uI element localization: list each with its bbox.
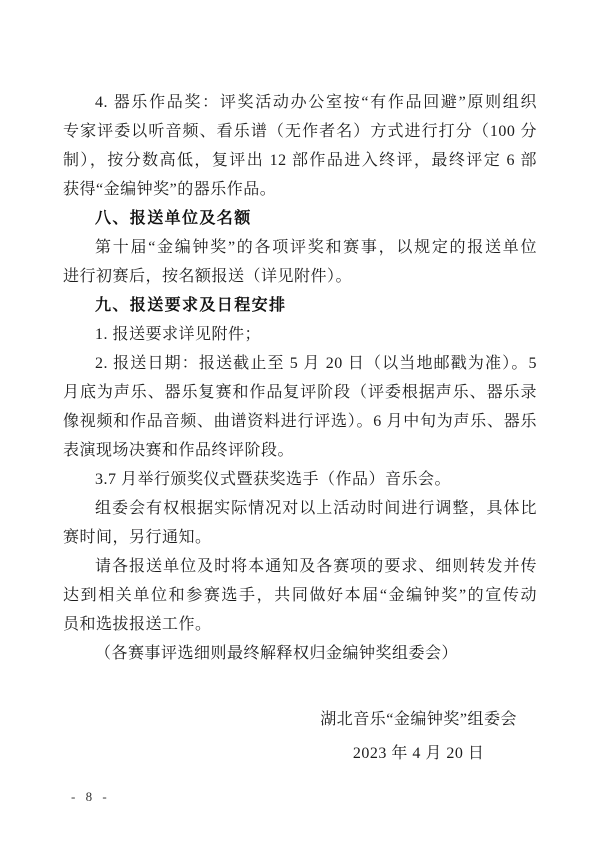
page-number: - 8 - — [71, 789, 110, 804]
paragraph-line: （各赛事评选细则最终解释权归金编钟奖组委会） — [95, 645, 459, 662]
signature-date: 2023 年 4 月 20 日 — [352, 745, 485, 762]
section-heading: 八、报送单位及名额 — [95, 210, 252, 227]
paragraph-line: 获得“金编钟奖”的器乐作品。 — [63, 181, 277, 198]
paragraph-line: 达到相关单位和参赛选手，共同做好本届“金编钟奖”的宣传动 — [63, 587, 537, 604]
signature-organization: 湖北音乐“金编钟奖”组委会 — [320, 711, 517, 728]
paragraph-line: 像视频和作品音频、曲谱资料进行评选）。6 月中旬为声乐、器乐 — [63, 413, 537, 430]
paragraph-line: 组委会有权根据实际情况对以上活动时间进行调整，具体比 — [95, 500, 537, 517]
paragraph-line: 3.7 月举行颁奖仪式暨获奖选手（作品）音乐会。 — [95, 471, 452, 488]
paragraph-line: 表演现场决赛和作品终评阶段。 — [63, 442, 295, 459]
paragraph-line: 月底为声乐、器乐复赛和作品复评阶段（评委根据声乐、器乐录 — [63, 384, 537, 401]
paragraph-line: 赛时间，另行通知。 — [63, 529, 212, 546]
section-heading: 九、报送要求及日程安排 — [95, 297, 287, 314]
paragraph-line: 专家评委以听音频、看乐谱（无作者名）方式进行打分（100 分 — [63, 123, 537, 140]
signature-block — [320, 703, 517, 771]
paragraph-line: 4. 器乐作品奖：评奖活动办公室按“有作品回避”原则组织 — [95, 94, 537, 111]
paragraph-line: 第十届“金编钟奖”的各项评奖和赛事，以规定的报送单位 — [95, 239, 537, 256]
paragraph-line: 员和选拔报送工作。 — [63, 616, 212, 633]
paragraph-line: 2. 报送日期：报送截止至 5 月 20 日（以当地邮戳为准）。5 — [95, 355, 537, 372]
paragraph-line: 请各报送单位及时将本通知及各赛项的要求、细则转发并传 — [95, 558, 537, 575]
document-body — [63, 88, 537, 668]
paragraph-line: 进行初赛后，按名额报送（详见附件）。 — [63, 268, 353, 285]
paragraph-line: 1. 报送要求详见附件； — [95, 326, 262, 343]
paragraph-line: 制），按分数高低，复评出 12 部作品进入终评，最终评定 6 部 — [63, 152, 537, 169]
